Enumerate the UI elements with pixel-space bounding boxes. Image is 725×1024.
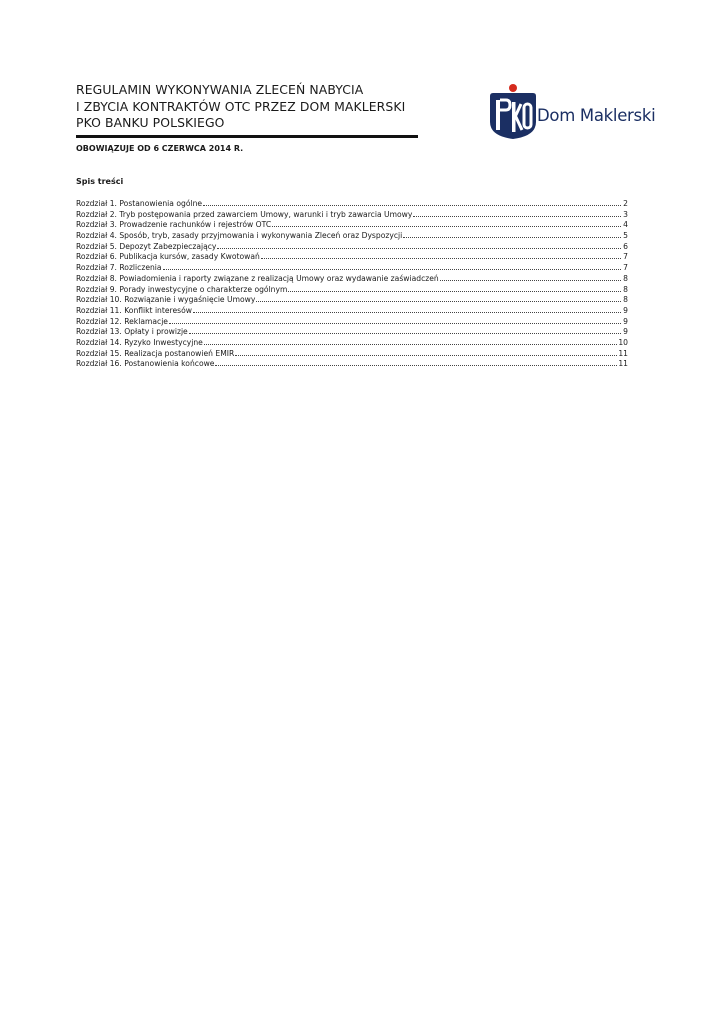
toc-leader xyxy=(403,230,621,238)
toc-leader xyxy=(189,326,621,334)
toc-entry-label: Rozdział 3. Prowadzenie rachunków i rejestrów OTC xyxy=(76,220,272,230)
toc-entry[interactable] xyxy=(76,241,628,252)
toc-entry[interactable] xyxy=(76,230,628,241)
toc-entry-label: Rozdział 10. Rozwiązanie i wygaśnięcie Umowy xyxy=(76,295,256,305)
toc-leader xyxy=(413,209,621,217)
toc-entry-label: Rozdział 14. Ryzyko Inwestycyjne xyxy=(76,337,203,347)
toc-entry[interactable] xyxy=(76,316,628,327)
table-of-contents xyxy=(76,198,628,369)
toc-entry-label: Rozdział 6. Publikacja kursów, zasady Kwotowań xyxy=(76,252,260,262)
toc-entry-page: 8 xyxy=(623,273,628,283)
toc-entry-page: 9 xyxy=(623,327,628,337)
toc-leader xyxy=(163,262,621,270)
toc-entry-label: Rozdział 8. Powiadomienia i raporty związane z realizacją Umowy oraz wydawanie zaświadczeń xyxy=(76,273,439,283)
effective-date: OBOWIĄZUJE OD 6 CZERWCA 2014 R. xyxy=(76,144,244,153)
toc-leader xyxy=(203,198,621,206)
logo-text: Dom Maklerski xyxy=(537,106,656,125)
toc-entry[interactable] xyxy=(76,262,628,273)
toc-entry-label: Rozdział 13. Opłaty i prowizje xyxy=(76,327,188,337)
toc-entry-label: Rozdział 11. Konflikt interesów xyxy=(76,305,192,315)
toc-entry[interactable] xyxy=(76,284,628,295)
toc-entry[interactable] xyxy=(76,348,628,359)
toc-entry-label: Rozdział 12. Reklamacje xyxy=(76,316,168,326)
toc-entry-label: Rozdział 2. Tryb postępowania przed zawarciem Umowy, warunki i tryb zawarcia Umowy xyxy=(76,209,413,219)
toc-entry-label: Rozdział 7. Rozliczenia xyxy=(76,263,162,273)
toc-entry[interactable] xyxy=(76,209,628,220)
title-line-1: REGULAMIN WYKONYWANIA ZLECEŃ NABYCIA xyxy=(76,82,364,97)
toc-entry[interactable] xyxy=(76,326,628,337)
toc-entry-page: 7 xyxy=(623,263,628,273)
toc-entry-label: Rozdział 4. Sposób, tryb, zasady przyjmowania i wykonywania Zleceń oraz Dyspozycji xyxy=(76,231,403,241)
toc-entry-page: 2 xyxy=(623,199,628,208)
toc-leader xyxy=(235,348,617,356)
toc-entry-page: 4 xyxy=(623,220,628,230)
toc-entry[interactable] xyxy=(76,219,628,230)
toc-entry-label: Rozdział 16. Postanowienia końcowe xyxy=(76,359,215,369)
toc-entry[interactable] xyxy=(76,294,628,305)
toc-leader xyxy=(169,316,621,324)
document-title xyxy=(76,82,421,132)
toc-entry[interactable] xyxy=(76,273,628,284)
toc-entry-page: 11 xyxy=(618,359,628,369)
toc-entry-page: 8 xyxy=(623,295,628,305)
toc-entry-page: 6 xyxy=(623,241,628,251)
toc-entry[interactable] xyxy=(76,358,628,369)
toc-entry-page: 3 xyxy=(623,209,628,219)
toc-entry[interactable] xyxy=(76,251,628,262)
toc-entry-label: Rozdział 5. Depozyt Zabezpieczający xyxy=(76,241,217,251)
toc-leader xyxy=(272,219,621,227)
toc-leader xyxy=(193,305,621,313)
toc-entry[interactable] xyxy=(76,198,628,209)
toc-entry-page: 9 xyxy=(623,316,628,326)
toc-leader xyxy=(440,273,621,281)
title-line-2: I ZBYCIA KONTRAKTÓW OTC PRZEZ DOM MAKLERSKI xyxy=(76,98,406,114)
toc-entry-page: 10 xyxy=(618,337,628,347)
toc-leader xyxy=(217,241,621,249)
toc-leader xyxy=(288,284,621,292)
toc-entry-label: Rozdział 15. Realizacja postanowień EMIR xyxy=(76,348,235,358)
toc-entry-label: Rozdział 9. Porady inwestycyjne o charakterze ogólnym xyxy=(76,284,288,294)
toc-entry-label: Rozdział 1. Postanowienia ogólne xyxy=(76,199,203,208)
toc-entry-page: 8 xyxy=(623,284,628,294)
toc-entry-page: 11 xyxy=(618,348,628,358)
toc-heading: Spis treści xyxy=(76,177,124,186)
title-line-3: PKO BANKU POLSKIEGO xyxy=(76,115,225,130)
toc-leader xyxy=(256,294,621,302)
toc-entry[interactable] xyxy=(76,337,628,348)
toc-leader xyxy=(261,251,621,259)
toc-entry[interactable] xyxy=(76,305,628,316)
toc-leader xyxy=(215,358,617,366)
title-divider xyxy=(76,135,418,138)
toc-entry-page: 9 xyxy=(623,305,628,315)
toc-entry-page: 7 xyxy=(623,252,628,262)
toc-entry-page: 5 xyxy=(623,231,628,241)
toc-leader xyxy=(204,337,617,345)
